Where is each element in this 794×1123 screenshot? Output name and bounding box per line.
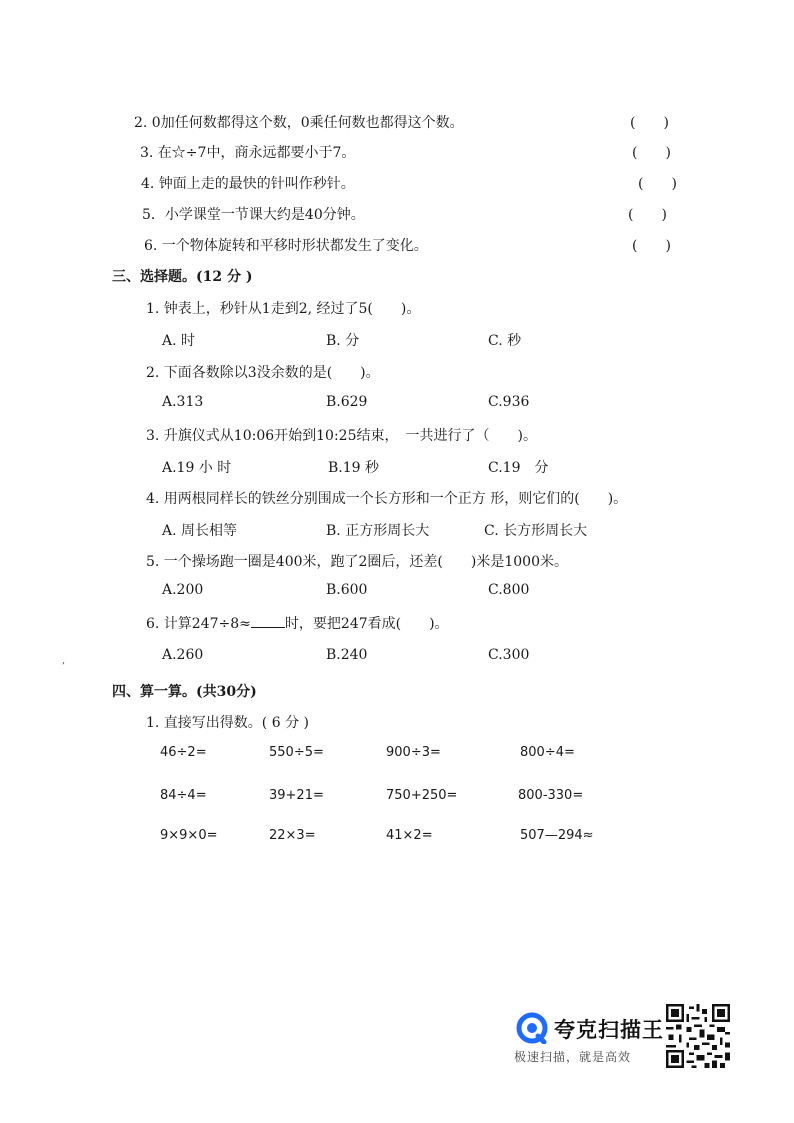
answer-paren: ( ) bbox=[638, 176, 677, 192]
answer-paren: ( ) bbox=[632, 238, 671, 254]
option-a: A. 时 bbox=[162, 333, 196, 349]
tf-item-text: 2. 0加任何数都得这个数，0乘任何数也都得这个数。 bbox=[134, 115, 464, 131]
tf-item-6 bbox=[0, 235, 794, 257]
choice-question-1: 1. 钟表上，秒针从1走到2, 经过了5( )。 bbox=[146, 301, 421, 317]
question-text-before: 6. 计算247÷8≈ bbox=[146, 616, 251, 632]
calc-item: 39+21= bbox=[269, 788, 324, 803]
answer-paren: ( ) bbox=[632, 145, 671, 161]
option-b: B.240 bbox=[326, 647, 368, 663]
option-a: A.200 bbox=[162, 582, 204, 598]
section-4-title: 四、算一算。(共30分) bbox=[112, 684, 257, 700]
option-b: B. 正方形周长大 bbox=[326, 523, 430, 539]
choice-question-6 bbox=[146, 613, 449, 633]
tf-item-3 bbox=[0, 142, 794, 164]
choice-question-5: 5. 一个操场跑一圈是400米，跑了2圈后，还差( )米是1000米。 bbox=[146, 554, 568, 570]
tf-item-5 bbox=[0, 204, 794, 226]
option-c: C.800 bbox=[488, 582, 530, 598]
tf-item-text: 6. 一个物体旋转和平移时形状都发生了变化。 bbox=[144, 238, 428, 254]
option-c: C. 长方形周长大 bbox=[484, 523, 588, 539]
app-name: 夸克扫描王 bbox=[554, 1018, 664, 1042]
calc-item: 9×9×0= bbox=[160, 828, 218, 843]
quark-logo-icon bbox=[516, 1012, 548, 1044]
answer-paren: ( ) bbox=[630, 115, 669, 131]
tf-item-4 bbox=[0, 173, 794, 195]
calc-item: 800-330= bbox=[518, 788, 584, 803]
answer-paren: ( ) bbox=[628, 207, 667, 223]
option-c: C.936 bbox=[488, 394, 530, 410]
calc-item: 750+250= bbox=[386, 788, 458, 803]
calc-item: 900÷3= bbox=[386, 745, 441, 760]
tf-item-text: 4. 钟面上走的最快的针叫作秒针。 bbox=[141, 176, 355, 192]
tf-item-text: 3. 在☆÷7中，商永远都要小于7。 bbox=[140, 145, 356, 161]
calc-item: 550÷5= bbox=[269, 745, 324, 760]
choice-question-2: 2. 下面各数除以3没余数的是( )。 bbox=[146, 365, 380, 381]
option-b: B.600 bbox=[326, 582, 368, 598]
fill-blank bbox=[251, 615, 285, 628]
scan-speck: , bbox=[62, 655, 66, 666]
option-a: A. 周长相等 bbox=[162, 523, 238, 539]
calc-item: 507—294≈ bbox=[520, 828, 594, 843]
option-b: B.19 秒 bbox=[328, 460, 380, 476]
qr-code-icon bbox=[666, 1004, 730, 1068]
sub-question-1-title: 1. 直接写出得数。( 6 分 ) bbox=[146, 715, 309, 731]
option-c: C.300 bbox=[488, 647, 530, 663]
calc-item: 800÷4= bbox=[520, 745, 575, 760]
question-text-after: 时，要把247看成( )。 bbox=[284, 616, 449, 632]
option-c: C. 秒 bbox=[488, 333, 522, 349]
option-c: C.19 分 bbox=[488, 460, 549, 476]
option-b: B. 分 bbox=[326, 333, 360, 349]
option-a: A.260 bbox=[162, 647, 204, 663]
calc-item: 84÷4= bbox=[160, 788, 207, 803]
app-slogan: 极速扫描，就是高效 bbox=[514, 1050, 632, 1064]
section-3-title: 三、选择题。(12 分 ) bbox=[112, 269, 253, 285]
option-a: A.19 小 时 bbox=[162, 460, 232, 476]
tf-item-text: 5．小学课堂一节课大约是40分钟。 bbox=[142, 207, 365, 223]
calc-item: 41×2= bbox=[386, 828, 433, 843]
calc-item: 22×3= bbox=[269, 828, 316, 843]
choice-question-3: 3. 升旗仪式从10:06开始到10:25结束， 一共进行了（ )。 bbox=[146, 428, 537, 444]
option-a: A.313 bbox=[162, 394, 204, 410]
scanner-watermark bbox=[512, 1008, 662, 1068]
option-b: B.629 bbox=[326, 394, 368, 410]
calc-item: 46÷2= bbox=[160, 745, 207, 760]
tf-item-2 bbox=[0, 112, 794, 134]
choice-question-4: 4. 用两根同样长的铁丝分别围成一个长方形和一个正方 形，则它们的( )。 bbox=[146, 491, 628, 507]
